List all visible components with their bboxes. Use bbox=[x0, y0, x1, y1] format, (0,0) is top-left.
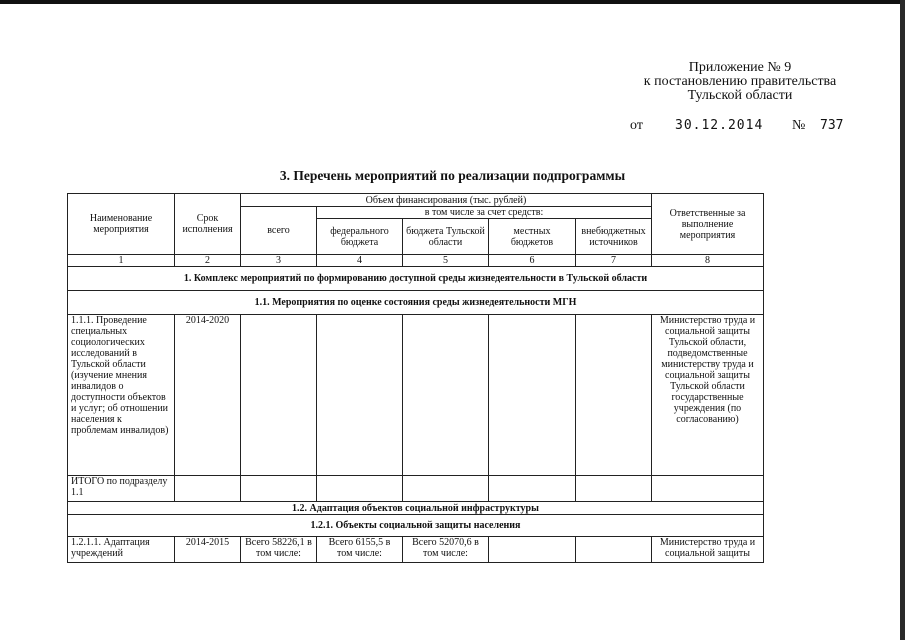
empty-cell bbox=[576, 476, 652, 502]
measure-regional: Всего 52070,6 в том числе: bbox=[403, 537, 489, 563]
column-number: 8 bbox=[652, 255, 764, 267]
appendix-line2: к постановлению правительства bbox=[643, 74, 837, 89]
table-row bbox=[68, 537, 764, 563]
header-federal: федерального бюджета bbox=[317, 219, 403, 255]
document-title: 3. Перечень мероприятий по реализации подпрограммы bbox=[279, 168, 626, 183]
empty-cell bbox=[403, 476, 489, 502]
measure-responsible: Министерство труда и социальной защиты bbox=[652, 537, 764, 563]
measure-term: 2014-2015 bbox=[175, 537, 241, 563]
header-financing: Объем финансирования (тыс. рублей) bbox=[241, 194, 652, 207]
header-extrabudget: внебюджетных источников bbox=[576, 219, 652, 255]
header-local: местных бюджетов bbox=[489, 219, 576, 255]
header-responsible: Ответственные за выполнение мероприятия bbox=[652, 194, 764, 255]
header-including: в том числе за счет средств: bbox=[317, 207, 652, 219]
column-number: 3 bbox=[241, 255, 317, 267]
decree-number: 737 bbox=[820, 118, 844, 133]
measure-term: 2014-2020 bbox=[175, 315, 241, 476]
appendix-header bbox=[600, 61, 880, 103]
decree-line bbox=[630, 118, 880, 136]
header-name: Наименование мероприятия bbox=[68, 194, 175, 255]
measure-responsible: Министерство труда и социальной защиты Тульской области, подведомственные министерству труда и социальной защиты Тульской области государственные учреждения (по согласованию) bbox=[652, 315, 764, 476]
section-heading: 1. Комплекс мероприятий по формированию доступной среды жизнедеятельности в Тульской области bbox=[68, 267, 764, 291]
column-number: 6 bbox=[489, 255, 576, 267]
empty-cell bbox=[241, 315, 317, 476]
scan-right-border bbox=[900, 0, 905, 640]
column-number: 1 bbox=[68, 255, 175, 267]
column-numbers-row bbox=[68, 255, 764, 267]
column-number: 5 bbox=[403, 255, 489, 267]
header-regional: бюджета Тульской области bbox=[403, 219, 489, 255]
table-row bbox=[68, 315, 764, 476]
measure-name: 1.2.1.1. Адаптация учреждений bbox=[68, 537, 175, 563]
empty-cell bbox=[489, 537, 576, 563]
subsection-heading: 1.2.1. Объекты социальной защиты населения bbox=[68, 515, 764, 537]
decree-date: 30.12.2014 bbox=[675, 118, 764, 133]
empty-cell bbox=[175, 476, 241, 502]
header-total: всего bbox=[241, 207, 317, 255]
decree-number-label: № bbox=[792, 118, 806, 133]
empty-cell bbox=[403, 315, 489, 476]
measures-table bbox=[67, 193, 764, 563]
empty-cell bbox=[241, 476, 317, 502]
empty-cell bbox=[576, 315, 652, 476]
measure-federal: Всего 6155,5 в том числе: bbox=[317, 537, 403, 563]
measure-name: 1.1.1. Проведение специальных социологических исследований в Тульской области (изучение мнения инвалидов о доступности объектов и услуг; об отношении населения к проблемам инвалидов) bbox=[68, 315, 175, 476]
subsection-heading: 1.2. Адаптация объектов социальной инфраструктуры bbox=[68, 502, 764, 515]
appendix-line3: Тульской области bbox=[687, 88, 793, 103]
column-number: 4 bbox=[317, 255, 403, 267]
empty-cell bbox=[489, 315, 576, 476]
header-term: Срок исполнения bbox=[175, 194, 241, 255]
table-row bbox=[68, 476, 764, 502]
appendix-line1: Приложение № 9 bbox=[688, 60, 792, 75]
scan-top-border bbox=[0, 0, 905, 4]
empty-cell bbox=[576, 537, 652, 563]
decree-from-label: от bbox=[630, 118, 643, 133]
subtotal-label: ИТОГО по подразделу 1.1 bbox=[68, 476, 175, 502]
subsection-heading: 1.1. Мероприятия по оценке состояния среды жизнедеятельности МГН bbox=[68, 291, 764, 315]
column-number: 2 bbox=[175, 255, 241, 267]
empty-cell bbox=[652, 476, 764, 502]
empty-cell bbox=[317, 315, 403, 476]
measure-total: Всего 58226,1 в том числе: bbox=[241, 537, 317, 563]
empty-cell bbox=[489, 476, 576, 502]
column-number: 7 bbox=[576, 255, 652, 267]
empty-cell bbox=[317, 476, 403, 502]
